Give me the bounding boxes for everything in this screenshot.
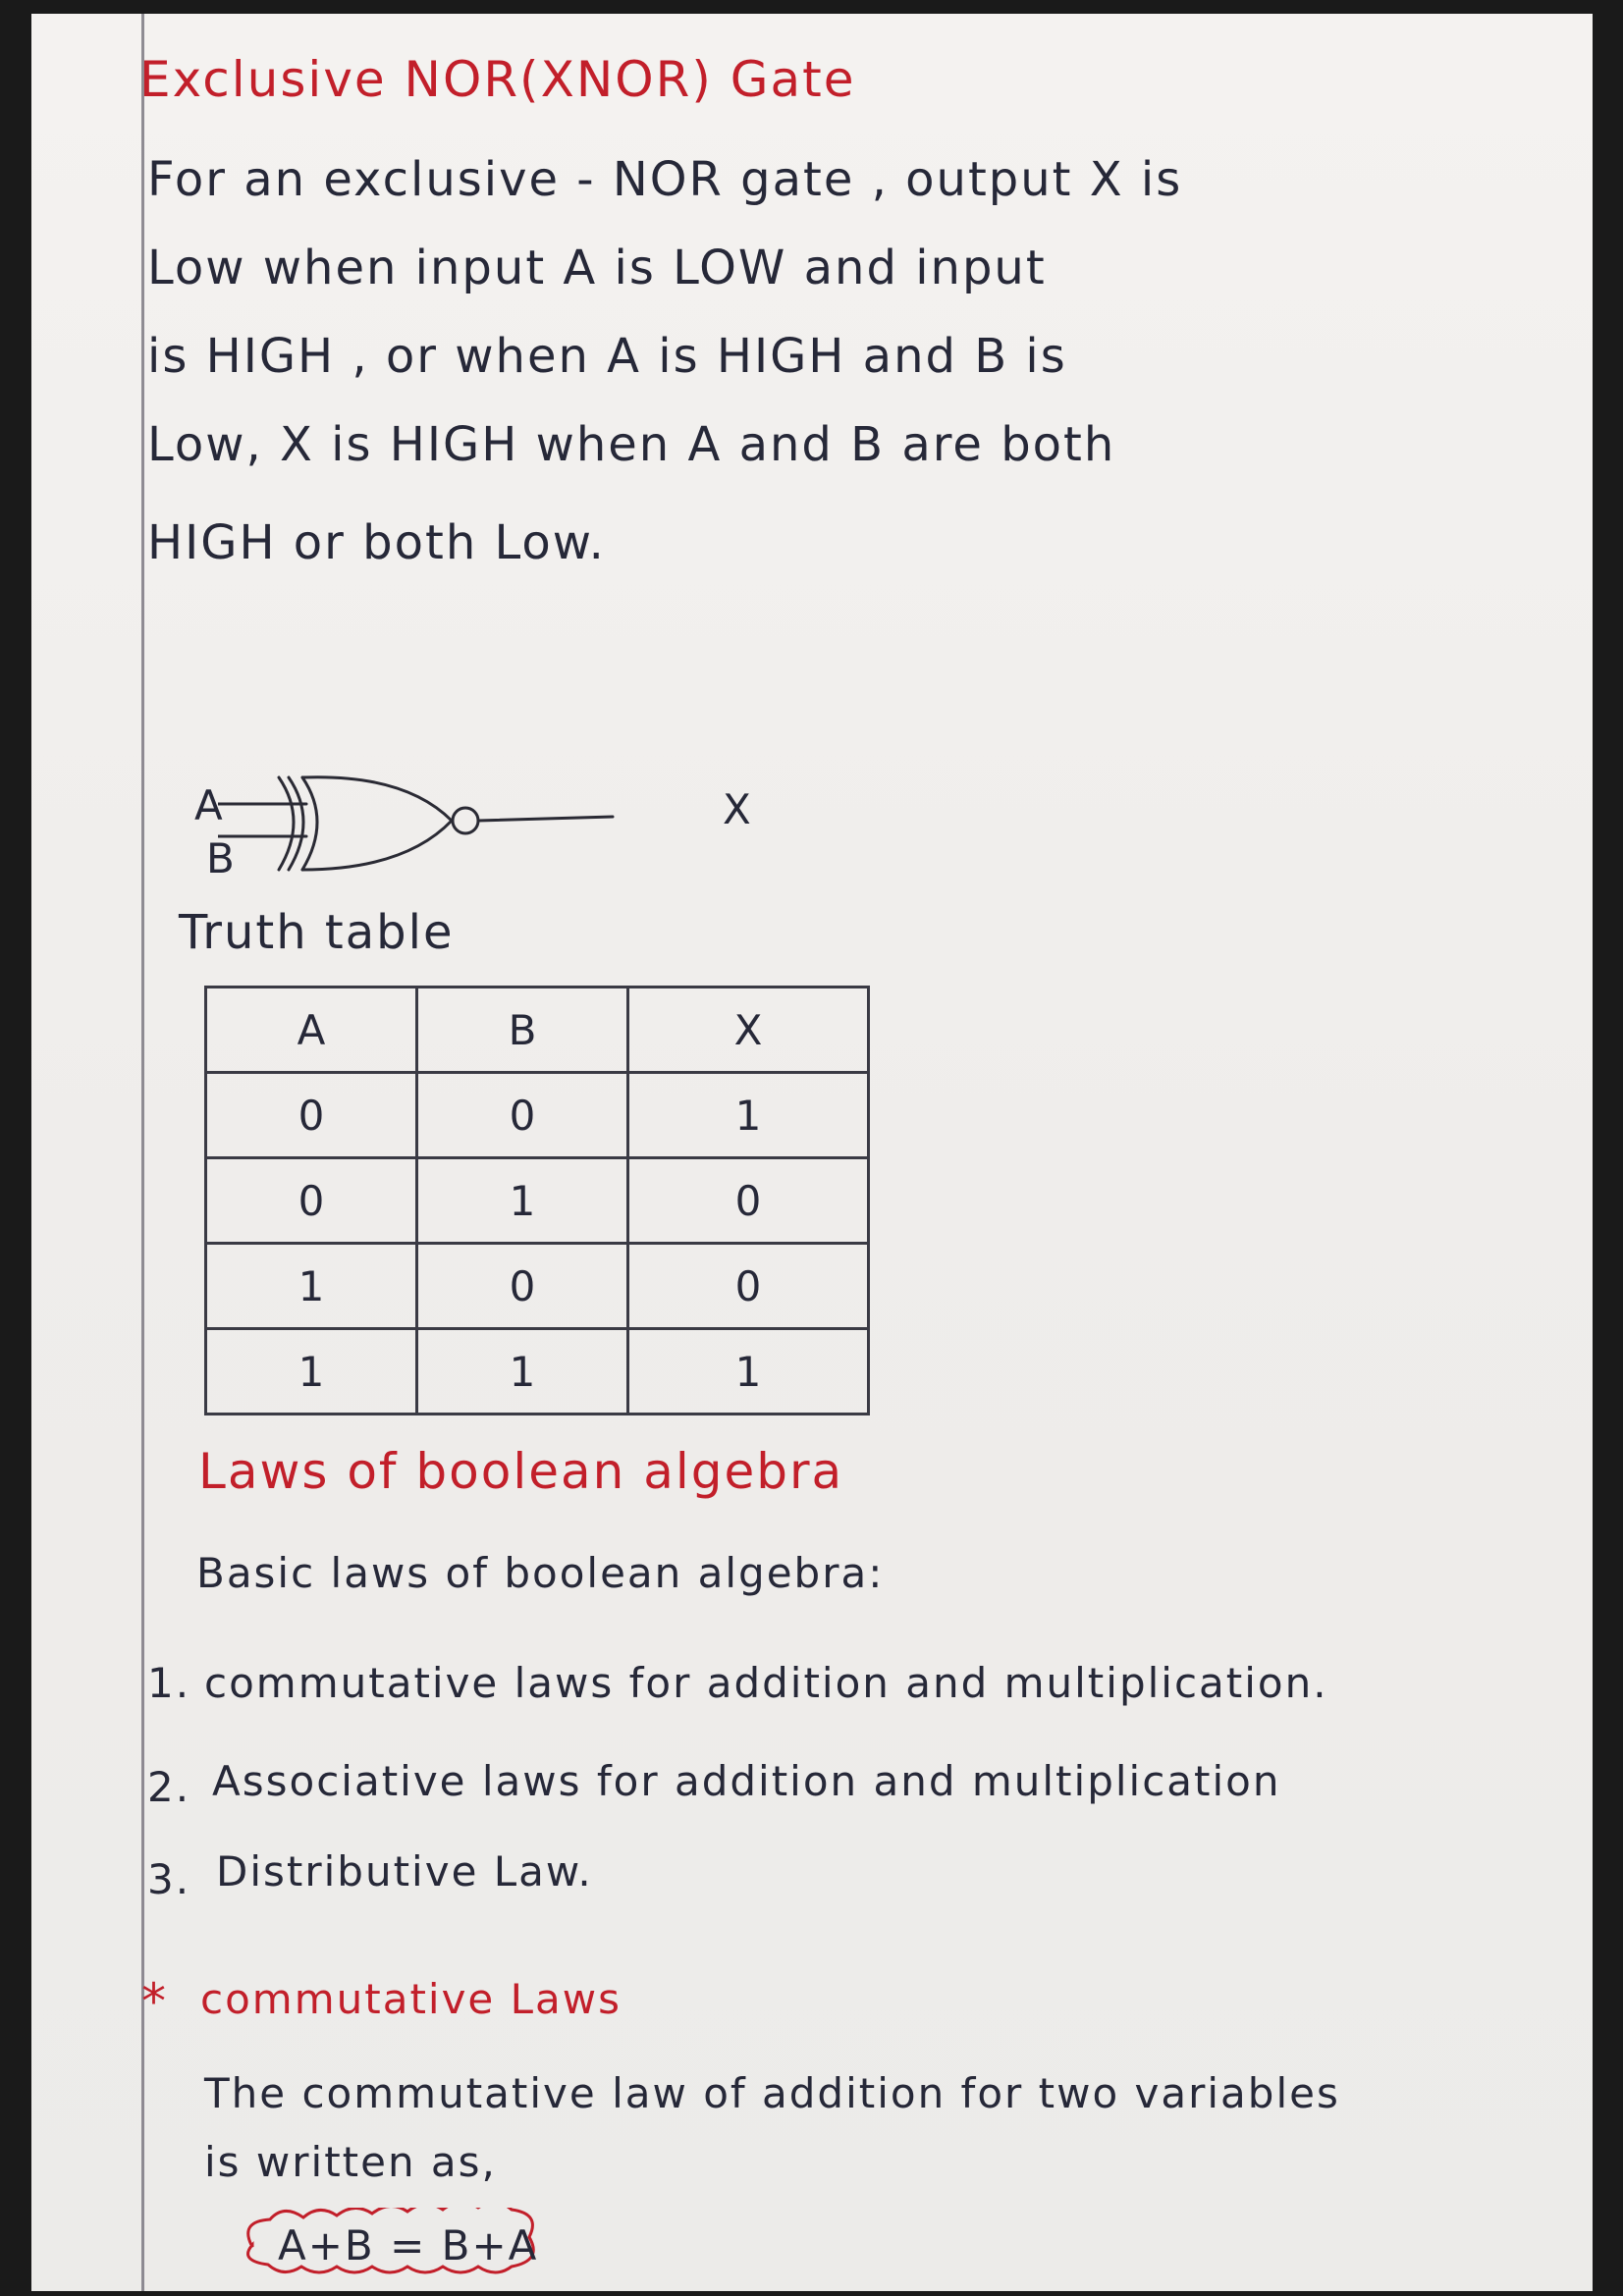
law-item-2: Associative laws for addition and multiplication: [212, 1757, 1281, 1805]
table-cell: 1: [417, 1158, 628, 1244]
gate-input-b-label: B: [206, 834, 237, 882]
table-row: [206, 1158, 869, 1244]
table-header-x: X: [628, 988, 869, 1073]
margin-line: [141, 14, 144, 2291]
table-cell: 1: [417, 1329, 628, 1415]
table-row: [206, 1244, 869, 1329]
intro-line-1: For an exclusive - NOR gate , output X is: [147, 152, 1183, 207]
table-cell: 0: [628, 1158, 869, 1244]
laws-title: Laws of boolean algebra: [198, 1443, 844, 1500]
xnor-gate-icon: [218, 760, 630, 897]
table-cell: 1: [206, 1329, 417, 1415]
table-header-b: B: [417, 988, 628, 1073]
table-cell: 0: [206, 1073, 417, 1158]
laws-subtitle: Basic laws of boolean algebra:: [196, 1549, 885, 1597]
table-cell: 1: [206, 1244, 417, 1329]
table-header-row: [206, 988, 869, 1073]
intro-line-5: HIGH or both Low.: [147, 515, 606, 570]
table-cell: 0: [628, 1244, 869, 1329]
star-bullet: *: [141, 1973, 168, 2030]
commutative-line-1: The commutative law of addition for two variables: [204, 2069, 1340, 2117]
gate-input-a-label: A: [194, 781, 225, 829]
law-number-3: 3.: [147, 1855, 191, 1903]
intro-line-4: Low, X is HIGH when A and B are both: [147, 417, 1116, 472]
intro-line-3: is HIGH , or when A is HIGH and B is: [147, 329, 1067, 384]
table-cell: 0: [417, 1073, 628, 1158]
law-item-3: Distributive Law.: [216, 1847, 593, 1896]
table-row: [206, 1073, 869, 1158]
table-cell: 1: [628, 1073, 869, 1158]
law-item-1: commutative laws for addition and multiplication.: [204, 1659, 1328, 1707]
commutative-line-2: is written as,: [204, 2138, 497, 2186]
truth-table-label: Truth table: [179, 905, 455, 960]
commutative-formula: A+B = B+A: [278, 2221, 539, 2269]
table-row: [206, 1329, 869, 1415]
gate-output-label: X: [723, 785, 753, 833]
table-cell: 1: [628, 1329, 869, 1415]
notebook-page: [31, 14, 1593, 2291]
truth-table: [204, 986, 870, 1415]
table-cell: 0: [206, 1158, 417, 1244]
table-cell: 0: [417, 1244, 628, 1329]
law-number-2: 2.: [147, 1763, 191, 1811]
page-title: Exclusive NOR(XNOR) Gate: [139, 51, 856, 108]
law-number-1: 1.: [147, 1659, 191, 1707]
table-header-a: A: [206, 988, 417, 1073]
commutative-heading: commutative Laws: [200, 1975, 622, 2023]
xnor-gate-diagram: [194, 760, 753, 901]
intro-line-2: Low when input A is LOW and input: [147, 240, 1047, 295]
